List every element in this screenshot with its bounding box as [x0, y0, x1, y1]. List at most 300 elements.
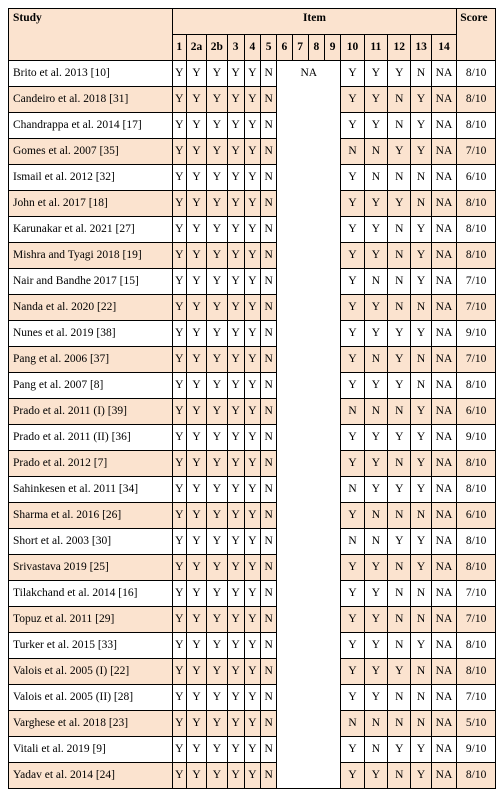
- item-value-cell: Y: [227, 373, 244, 399]
- item-value-cell: Y: [227, 295, 244, 321]
- item-value-cell: Y: [207, 113, 227, 139]
- item-value-cell: Y: [172, 139, 186, 165]
- item-value-cell: Y: [207, 529, 227, 555]
- item-value-cell: Y: [227, 633, 244, 659]
- item-value-cell: Y: [207, 373, 227, 399]
- item-value-cell: Y: [411, 763, 431, 789]
- item-value-cell: Y: [244, 555, 260, 581]
- item-value-cell: Y: [227, 191, 244, 217]
- item-value-cell: Y: [172, 61, 186, 87]
- study-cell: Short et al. 2003 [30]: [9, 529, 173, 555]
- na-cell: NA: [277, 61, 341, 87]
- item-value-cell: N: [388, 581, 411, 607]
- item-value-cell: Y: [244, 581, 260, 607]
- na-cell: [277, 113, 341, 139]
- item-value-cell: Y: [388, 477, 411, 503]
- score-cell: 8/10: [457, 477, 496, 503]
- table-row: [9, 581, 496, 607]
- item-value-cell: Y: [172, 581, 186, 607]
- na-cell: [277, 139, 341, 165]
- item-value-cell: Y: [388, 61, 411, 87]
- item-value-cell: Y: [186, 503, 206, 529]
- item-value-cell: N: [261, 61, 277, 87]
- item-value-cell: Y: [207, 503, 227, 529]
- study-cell: Topuz et al. 2011 [29]: [9, 607, 173, 633]
- na-cell: [277, 607, 341, 633]
- item-value-cell: NA: [431, 243, 457, 269]
- item-value-cell: Y: [364, 425, 387, 451]
- item-value-cell: Y: [244, 399, 260, 425]
- item-value-cell: N: [411, 607, 431, 633]
- item-value-cell: Y: [186, 373, 206, 399]
- item-value-cell: N: [261, 659, 277, 685]
- item-value-cell: N: [411, 347, 431, 373]
- item-value-cell: Y: [364, 243, 387, 269]
- item-value-cell: Y: [244, 269, 260, 295]
- table-row: [9, 165, 496, 191]
- item-value-cell: N: [388, 633, 411, 659]
- item-value-cell: N: [261, 87, 277, 113]
- item-value-cell: N: [388, 451, 411, 477]
- item-value-cell: Y: [172, 399, 186, 425]
- item-value-cell: Y: [172, 217, 186, 243]
- item-value-cell: Y: [186, 87, 206, 113]
- item-value-cell: N: [261, 477, 277, 503]
- item-value-cell: N: [388, 685, 411, 711]
- item-value-cell: Y: [227, 139, 244, 165]
- item-value-cell: Y: [388, 321, 411, 347]
- study-cell: Prado et al. 2012 [7]: [9, 451, 173, 477]
- item-value-cell: Y: [244, 87, 260, 113]
- item-value-cell: Y: [244, 425, 260, 451]
- item-value-cell: N: [388, 711, 411, 737]
- item-value-cell: Y: [244, 477, 260, 503]
- item-column-11: 11: [364, 35, 387, 61]
- item-value-cell: N: [364, 347, 387, 373]
- item-value-cell: NA: [431, 607, 457, 633]
- item-value-cell: Y: [186, 295, 206, 321]
- item-value-cell: Y: [207, 269, 227, 295]
- score-cell: 8/10: [457, 217, 496, 243]
- item-value-cell: Y: [364, 373, 387, 399]
- item-value-cell: N: [341, 139, 364, 165]
- item-value-cell: NA: [431, 737, 457, 763]
- item-value-cell: NA: [431, 633, 457, 659]
- item-value-cell: Y: [244, 295, 260, 321]
- score-cell: 7/10: [457, 347, 496, 373]
- item-value-cell: Y: [227, 321, 244, 347]
- item-value-cell: Y: [172, 373, 186, 399]
- item-value-cell: N: [388, 555, 411, 581]
- score-cell: 9/10: [457, 321, 496, 347]
- item-value-cell: NA: [431, 425, 457, 451]
- item-value-cell: Y: [172, 295, 186, 321]
- item-value-cell: Y: [186, 581, 206, 607]
- item-value-cell: Y: [341, 451, 364, 477]
- na-cell: [277, 633, 341, 659]
- item-value-cell: Y: [227, 607, 244, 633]
- item-value-cell: N: [388, 165, 411, 191]
- item-value-cell: N: [261, 607, 277, 633]
- item-value-cell: Y: [172, 503, 186, 529]
- item-value-cell: Y: [341, 113, 364, 139]
- item-value-cell: N: [261, 165, 277, 191]
- item-value-cell: Y: [227, 217, 244, 243]
- item-value-cell: N: [364, 165, 387, 191]
- item-value-cell: N: [411, 373, 431, 399]
- item-value-cell: NA: [431, 503, 457, 529]
- item-value-cell: N: [261, 503, 277, 529]
- item-value-cell: N: [364, 737, 387, 763]
- item-value-cell: N: [388, 763, 411, 789]
- item-value-cell: Y: [364, 659, 387, 685]
- study-cell: Chandrappa et al. 2014 [17]: [9, 113, 173, 139]
- item-value-cell: Y: [207, 763, 227, 789]
- item-value-cell: Y: [227, 399, 244, 425]
- item-value-cell: Y: [186, 763, 206, 789]
- item-value-cell: Y: [364, 581, 387, 607]
- item-value-cell: N: [411, 295, 431, 321]
- study-cell: Prado et al. 2011 (II) [36]: [9, 425, 173, 451]
- item-value-cell: NA: [431, 61, 457, 87]
- item-value-cell: Y: [411, 217, 431, 243]
- item-value-cell: Y: [364, 113, 387, 139]
- item-value-cell: NA: [431, 165, 457, 191]
- item-value-cell: Y: [341, 607, 364, 633]
- item-value-cell: Y: [364, 555, 387, 581]
- item-value-cell: N: [411, 165, 431, 191]
- item-value-cell: N: [261, 217, 277, 243]
- item-value-cell: NA: [431, 191, 457, 217]
- na-cell: [277, 165, 341, 191]
- na-cell: [277, 737, 341, 763]
- item-value-cell: N: [261, 373, 277, 399]
- study-cell: Mishra and Tyagi 2018 [19]: [9, 243, 173, 269]
- item-column-7: 7: [292, 35, 308, 61]
- score-cell: 9/10: [457, 737, 496, 763]
- item-value-cell: Y: [207, 659, 227, 685]
- item-column-9: 9: [325, 35, 341, 61]
- item-value-cell: Y: [341, 659, 364, 685]
- item-value-cell: Y: [207, 477, 227, 503]
- item-value-cell: Y: [207, 165, 227, 191]
- item-value-cell: Y: [186, 555, 206, 581]
- item-value-cell: Y: [341, 191, 364, 217]
- item-value-cell: Y: [186, 165, 206, 191]
- item-value-cell: Y: [207, 87, 227, 113]
- table-row: [9, 87, 496, 113]
- item-value-cell: Y: [341, 581, 364, 607]
- item-column-5: 5: [261, 35, 277, 61]
- score-cell: 5/10: [457, 711, 496, 737]
- item-value-cell: Y: [411, 529, 431, 555]
- score-cell: 8/10: [457, 191, 496, 217]
- item-value-cell: Y: [172, 191, 186, 217]
- study-cell: Brito et al. 2013 [10]: [9, 61, 173, 87]
- na-cell: [277, 763, 341, 789]
- item-value-cell: N: [364, 503, 387, 529]
- item-value-cell: Y: [172, 425, 186, 451]
- item-value-cell: N: [364, 529, 387, 555]
- score-cell: 8/10: [457, 659, 496, 685]
- na-cell: [277, 555, 341, 581]
- item-value-cell: Y: [364, 633, 387, 659]
- item-value-cell: Y: [207, 425, 227, 451]
- study-cell: Pang et al. 2007 [8]: [9, 373, 173, 399]
- item-value-cell: NA: [431, 711, 457, 737]
- table-row: [9, 737, 496, 763]
- item-value-cell: N: [261, 139, 277, 165]
- table-row: [9, 425, 496, 451]
- item-value-cell: Y: [227, 737, 244, 763]
- table-row: [9, 555, 496, 581]
- item-value-cell: N: [364, 711, 387, 737]
- item-value-cell: N: [261, 347, 277, 373]
- item-value-cell: Y: [244, 165, 260, 191]
- item-value-cell: Y: [207, 737, 227, 763]
- score-cell: 7/10: [457, 685, 496, 711]
- item-value-cell: Y: [411, 321, 431, 347]
- score-cell: 8/10: [457, 87, 496, 113]
- item-value-cell: N: [261, 321, 277, 347]
- study-cell: Varghese et al. 2018 [23]: [9, 711, 173, 737]
- item-value-cell: Y: [186, 321, 206, 347]
- na-cell: [277, 711, 341, 737]
- item-value-cell: Y: [172, 165, 186, 191]
- item-value-cell: Y: [227, 425, 244, 451]
- item-value-cell: Y: [364, 217, 387, 243]
- item-value-cell: Y: [244, 243, 260, 269]
- item-value-cell: Y: [388, 373, 411, 399]
- na-cell: [277, 685, 341, 711]
- item-value-cell: Y: [227, 61, 244, 87]
- item-value-cell: Y: [172, 347, 186, 373]
- na-cell: [277, 503, 341, 529]
- item-value-cell: N: [411, 711, 431, 737]
- item-column-8: 8: [308, 35, 324, 61]
- item-value-cell: Y: [244, 191, 260, 217]
- item-value-cell: NA: [431, 87, 457, 113]
- table-row: [9, 373, 496, 399]
- table-row: [9, 659, 496, 685]
- item-value-cell: N: [261, 581, 277, 607]
- item-value-cell: Y: [341, 243, 364, 269]
- item-value-cell: Y: [172, 633, 186, 659]
- item-value-cell: N: [388, 607, 411, 633]
- item-value-cell: NA: [431, 347, 457, 373]
- item-value-cell: NA: [431, 477, 457, 503]
- item-value-cell: N: [261, 555, 277, 581]
- score-cell: 7/10: [457, 139, 496, 165]
- item-value-cell: Y: [227, 503, 244, 529]
- study-cell: Nanda et al. 2020 [22]: [9, 295, 173, 321]
- item-column-header: Item: [172, 9, 457, 35]
- item-value-cell: Y: [388, 529, 411, 555]
- item-value-cell: Y: [227, 555, 244, 581]
- item-value-cell: NA: [431, 139, 457, 165]
- table-row: [9, 633, 496, 659]
- item-value-cell: Y: [227, 763, 244, 789]
- item-value-cell: Y: [411, 633, 431, 659]
- item-value-cell: N: [364, 139, 387, 165]
- item-value-cell: Y: [207, 217, 227, 243]
- item-value-cell: Y: [341, 633, 364, 659]
- study-cell: Nair and Bandhe 2017 [15]: [9, 269, 173, 295]
- score-cell: 8/10: [457, 113, 496, 139]
- item-value-cell: NA: [431, 399, 457, 425]
- item-value-cell: Y: [341, 685, 364, 711]
- item-value-cell: Y: [244, 711, 260, 737]
- item-value-cell: Y: [227, 659, 244, 685]
- score-cell: 7/10: [457, 269, 496, 295]
- item-value-cell: Y: [341, 217, 364, 243]
- item-value-cell: Y: [207, 191, 227, 217]
- score-cell: 6/10: [457, 399, 496, 425]
- score-cell: 8/10: [457, 373, 496, 399]
- table-row: [9, 711, 496, 737]
- score-cell: 8/10: [457, 451, 496, 477]
- item-value-cell: Y: [207, 555, 227, 581]
- item-value-cell: Y: [341, 295, 364, 321]
- item-value-cell: Y: [411, 113, 431, 139]
- item-value-cell: Y: [364, 451, 387, 477]
- item-value-cell: N: [411, 685, 431, 711]
- item-value-cell: N: [411, 191, 431, 217]
- item-value-cell: N: [388, 87, 411, 113]
- item-value-cell: Y: [341, 425, 364, 451]
- table-row: [9, 477, 496, 503]
- item-value-cell: N: [341, 711, 364, 737]
- item-value-cell: Y: [186, 243, 206, 269]
- item-value-cell: Y: [364, 607, 387, 633]
- study-cell: Nunes et al. 2019 [38]: [9, 321, 173, 347]
- na-cell: [277, 347, 341, 373]
- item-value-cell: Y: [411, 269, 431, 295]
- na-cell: [277, 477, 341, 503]
- item-value-cell: Y: [244, 737, 260, 763]
- item-value-cell: Y: [341, 555, 364, 581]
- item-value-cell: Y: [207, 607, 227, 633]
- score-column-header: Score: [457, 9, 496, 61]
- item-value-cell: N: [388, 217, 411, 243]
- item-column-2b: 2b: [207, 35, 227, 61]
- item-value-cell: N: [341, 477, 364, 503]
- na-cell: [277, 217, 341, 243]
- item-value-cell: Y: [227, 269, 244, 295]
- item-value-cell: Y: [244, 633, 260, 659]
- table-body: [9, 61, 496, 789]
- study-cell: Ismail et al. 2012 [32]: [9, 165, 173, 191]
- study-cell: Vitali et al. 2019 [9]: [9, 737, 173, 763]
- item-value-cell: NA: [431, 295, 457, 321]
- table-row: [9, 243, 496, 269]
- table-row: [9, 347, 496, 373]
- score-cell: 8/10: [457, 555, 496, 581]
- item-value-cell: Y: [227, 477, 244, 503]
- study-cell: Gomes et al. 2007 [35]: [9, 139, 173, 165]
- na-cell: [277, 659, 341, 685]
- item-value-cell: Y: [186, 737, 206, 763]
- item-value-cell: NA: [431, 451, 457, 477]
- item-value-cell: N: [364, 269, 387, 295]
- item-value-cell: Y: [227, 529, 244, 555]
- item-value-cell: NA: [431, 763, 457, 789]
- na-cell: [277, 243, 341, 269]
- item-value-cell: Y: [172, 243, 186, 269]
- score-cell: 7/10: [457, 295, 496, 321]
- item-value-cell: Y: [341, 87, 364, 113]
- item-value-cell: Y: [244, 529, 260, 555]
- score-cell: 6/10: [457, 503, 496, 529]
- item-value-cell: Y: [207, 581, 227, 607]
- item-column-13: 13: [411, 35, 431, 61]
- item-column-10: 10: [341, 35, 364, 61]
- table-row: [9, 503, 496, 529]
- score-cell: 8/10: [457, 61, 496, 87]
- na-cell: [277, 581, 341, 607]
- item-value-cell: Y: [207, 347, 227, 373]
- item-value-cell: N: [261, 711, 277, 737]
- item-value-cell: Y: [364, 685, 387, 711]
- na-cell: [277, 295, 341, 321]
- item-value-cell: Y: [364, 295, 387, 321]
- item-value-cell: N: [261, 425, 277, 451]
- na-cell: [277, 87, 341, 113]
- item-value-cell: Y: [411, 451, 431, 477]
- table-row: [9, 321, 496, 347]
- item-value-cell: Y: [186, 191, 206, 217]
- item-value-cell: Y: [388, 659, 411, 685]
- item-column-1: 1: [172, 35, 186, 61]
- score-cell: 7/10: [457, 581, 496, 607]
- item-column-3: 3: [227, 35, 244, 61]
- item-value-cell: Y: [244, 607, 260, 633]
- item-value-cell: Y: [207, 711, 227, 737]
- item-value-cell: Y: [186, 347, 206, 373]
- item-value-cell: Y: [244, 373, 260, 399]
- study-cell: Srivastava 2019 [25]: [9, 555, 173, 581]
- item-value-cell: Y: [244, 451, 260, 477]
- item-value-cell: Y: [207, 61, 227, 87]
- item-value-cell: N: [411, 659, 431, 685]
- item-value-cell: Y: [227, 165, 244, 191]
- item-value-cell: Y: [227, 451, 244, 477]
- item-value-cell: NA: [431, 555, 457, 581]
- item-value-cell: Y: [341, 61, 364, 87]
- study-cell: John et al. 2017 [18]: [9, 191, 173, 217]
- na-cell: [277, 321, 341, 347]
- item-value-cell: Y: [364, 87, 387, 113]
- item-value-cell: Y: [186, 685, 206, 711]
- item-value-cell: Y: [411, 555, 431, 581]
- item-value-cell: Y: [341, 373, 364, 399]
- item-value-cell: N: [364, 399, 387, 425]
- item-value-cell: Y: [172, 477, 186, 503]
- item-value-cell: Y: [172, 685, 186, 711]
- item-value-cell: Y: [186, 139, 206, 165]
- item-value-cell: Y: [364, 763, 387, 789]
- item-value-cell: Y: [341, 347, 364, 373]
- na-cell: [277, 373, 341, 399]
- study-cell: Valois et al. 2005 (II) [28]: [9, 685, 173, 711]
- item-value-cell: Y: [186, 61, 206, 87]
- item-value-cell: Y: [244, 347, 260, 373]
- item-value-cell: Y: [388, 347, 411, 373]
- item-value-cell: N: [261, 191, 277, 217]
- item-value-cell: N: [411, 581, 431, 607]
- item-value-cell: Y: [227, 87, 244, 113]
- study-cell: Pang et al. 2006 [37]: [9, 347, 173, 373]
